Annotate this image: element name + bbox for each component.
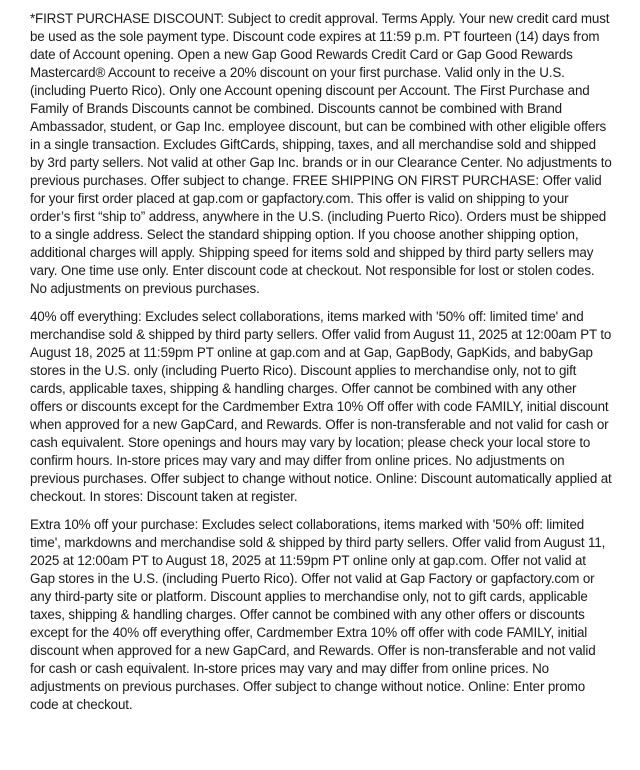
legal-disclaimer bbox=[30, 10, 612, 724]
extra-ten-percent-off-terms: Extra 10% off your purchase: Excludes select collaborations, items marked with '50% off: limited time', markdowns and merchandise sold & shipped by third party sellers. Offer valid from August 11, 2025 at 12:00am PT to August 18, 2025 at 11:59pm PT online only at gap.com. Offer not valid at Gap stores in the U.S. (including Puerto Rico). Offer not valid at Gap Factory or gapfactory.com or any third-party site or platform. Discount applies to merchandise only, not to gift cards, applicable taxes, shipping & handling charges. Offer cannot be combined with any other offers or discounts except for the 40% off everything offer, Cardmember Extra 10% off offer with code FAMILY, initial discount when approved for a new GapCard, and Rewards. Offer is non-transferable and not valid for cash or cash equivalent. In-store prices may vary and may differ from online prices. No adjustments on previous purchases. Offer subject to change without notice. Online: Enter promo code at checkout. bbox=[30, 517, 606, 712]
forty-percent-off-terms: 40% off everything: Excludes select collaborations, items marked with '50% off: limited time' and merchandise sold & shipped by third party sellers. Offer valid from August 11, 2025 at 12:00am PT to August 18, 2025 at 11:59pm PT online at gap.com and at Gap, GapBody, GapKids, and babyGap stores in the U.S. only (including Puerto Rico). Discount applies to merchandise only, not to gift cards, applicable taxes, shipping & handling charges. Offer cannot be combined with any other offers or discounts except for the Cardmember Extra 10% Off offer with code FAMILY, initial discount when approved for a new GapCard, and Rewards. Offer is non-transferable and not valid for cash or cash equivalent. Store openings and hours may vary by location; please check your local store to confirm hours. In-store prices may vary and may differ from online prices. No adjustments on previous purchases. Offer subject to change without notice. Online: Discount automatically applied at checkout. In stores: Discount taken at register. bbox=[30, 309, 612, 504]
first-purchase-discount-terms: *FIRST PURCHASE DISCOUNT: Subject to credit approval. Terms Apply. Your new credit card must be used as the sole payment type. Discount code expires at 11:59 p.m. PT fourteen (14) days from date of Account opening. Open a new Gap Good Rewards Credit Card or Gap Good Rewards Mastercard® Account to receive a 20% discount on your first purchase. Valid only in the U.S. (including Puerto Rico). Only one Account opening discount per Account. The First Purchase and Family of Brands Discounts cannot be combined. Discounts cannot be combined with Brand Ambassador, student, or Gap Inc. employee discount, but can be combined with other eligible offers in a single transaction. Excludes GiftCards, shipping, taxes, and all merchandise sold and shipped by 3rd party sellers. Not valid at other Gap Inc. brands or in our Clearance Center. No adjustments to previous purchases. Offer subject to change. FREE SHIPPING ON FIRST PURCHASE: Offer valid for your first order placed at gap.com or gapfactory.com. This offer is valid on shipping to your order’s first “ship to” address, anywhere in the U.S. (including Puerto Rico). Orders must be shipped to a single address. Select the standard shipping option. If you choose another shipping option, additional charges will apply. Shipping speed for items sold and shipped by third party sellers may vary. One time use only. Enter discount code at checkout. Not responsible for lost or stolen codes. No adjustments on previous purchases. bbox=[30, 11, 612, 296]
